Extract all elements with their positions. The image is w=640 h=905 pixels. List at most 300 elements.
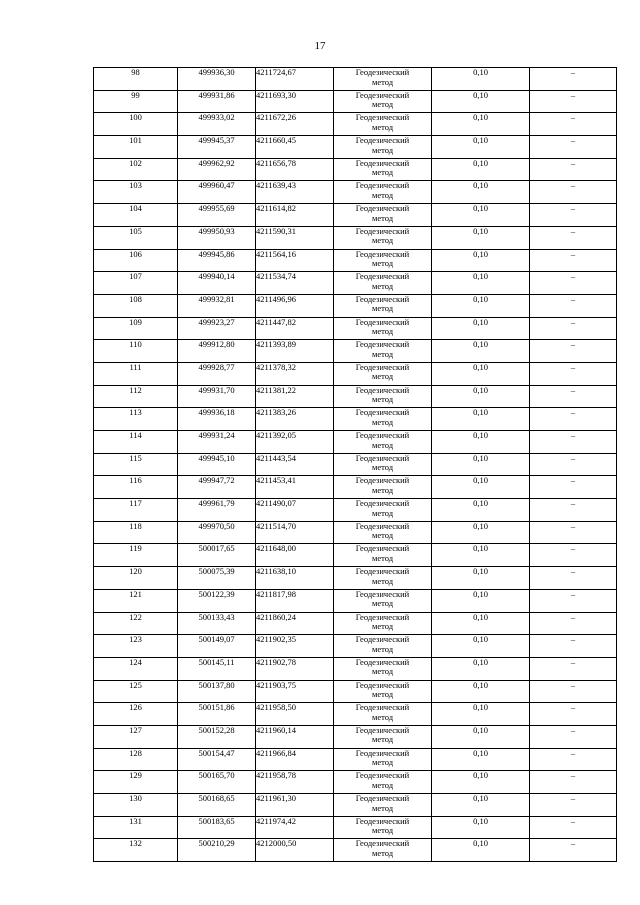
coordinate-x-cell: 499931,24 (178, 431, 256, 454)
note-cell: – (530, 408, 617, 431)
accuracy-cell: 0,10 (432, 272, 530, 295)
point-number-cell: 129 (94, 771, 178, 794)
method-line-2: метод (371, 439, 394, 450)
note-cell: – (530, 90, 617, 113)
table-row (94, 794, 617, 817)
coordinate-x-cell: 499923,27 (178, 317, 256, 340)
note-cell: – (530, 725, 617, 748)
method-cell (334, 725, 432, 748)
note-cell: – (530, 657, 617, 680)
point-number-cell: 113 (94, 408, 178, 431)
method-line-1: Геодезический (355, 294, 410, 304)
accuracy-cell: 0,10 (432, 544, 530, 567)
point-number-cell: 121 (94, 589, 178, 612)
method-line-1: Геодезический (355, 430, 410, 440)
method-line-2: метод (371, 416, 394, 427)
method-line-1: Геодезический (355, 657, 410, 667)
note-cell: – (530, 249, 617, 272)
coordinate-y-cell: 4211443,54 (256, 453, 334, 476)
point-number-cell: 122 (94, 612, 178, 635)
coordinate-x-cell: 500122,39 (178, 589, 256, 612)
accuracy-cell: 0,10 (432, 68, 530, 91)
method-line-2: метод (371, 99, 394, 110)
method-line-1: Геодезический (355, 180, 410, 191)
method-line-2: метод (371, 167, 394, 178)
accuracy-cell: 0,10 (432, 158, 530, 181)
method-line-2: метод (371, 802, 394, 813)
coordinate-x-cell: 500133,43 (178, 612, 256, 635)
point-number-cell: 105 (94, 226, 178, 249)
point-number-cell: 130 (94, 794, 178, 817)
coordinate-x-cell: 499940,14 (178, 272, 256, 295)
method-cell (334, 794, 432, 817)
coordinate-x-cell: 500183,65 (178, 816, 256, 839)
method-cell (334, 362, 432, 385)
table-row (94, 816, 617, 839)
note-cell: – (530, 499, 617, 522)
accuracy-cell: 0,10 (432, 226, 530, 249)
coordinate-x-cell: 500154,47 (178, 748, 256, 771)
coordinate-x-cell: 500075,39 (178, 567, 256, 590)
method-line-1: Геодезический (355, 271, 410, 282)
method-line-2: метод (371, 484, 394, 495)
method-line-2: метод (371, 235, 394, 246)
method-line-1: Геодезический (355, 793, 410, 803)
coordinate-x-cell: 499928,77 (178, 362, 256, 385)
accuracy-cell: 0,10 (432, 408, 530, 431)
method-cell (334, 680, 432, 703)
note-cell: – (530, 816, 617, 839)
table-row (94, 272, 617, 295)
accuracy-cell: 0,10 (432, 816, 530, 839)
note-cell: – (530, 294, 617, 317)
coordinate-y-cell: 4211902,35 (256, 635, 334, 658)
coordinate-y-cell: 4211960,14 (256, 725, 334, 748)
point-number-cell: 110 (94, 340, 178, 363)
coordinate-y-cell: 4211860,24 (256, 612, 334, 635)
coordinate-y-cell: 4211639,43 (256, 181, 334, 204)
accuracy-cell: 0,10 (432, 136, 530, 159)
method-line-1: Геодезический (355, 67, 410, 77)
note-cell: – (530, 635, 617, 658)
method-line-1: Геодезический (355, 702, 410, 713)
method-line-2: метод (371, 212, 394, 223)
coordinate-y-cell: 4211496,96 (256, 294, 334, 317)
coordinate-x-cell: 499936,18 (178, 408, 256, 431)
note-cell: – (530, 771, 617, 794)
table-row (94, 612, 617, 635)
method-line-2: метод (371, 734, 394, 745)
note-cell: – (530, 521, 617, 544)
method-line-2: метод (371, 666, 394, 677)
coordinate-y-cell: 4211902,78 (256, 657, 334, 680)
table-row (94, 839, 617, 862)
coordinate-y-cell: 4211817,98 (256, 589, 334, 612)
coordinate-y-cell: 4212000,50 (256, 839, 334, 862)
point-number-cell: 99 (94, 90, 178, 113)
method-line-1: Геодезический (355, 498, 410, 509)
point-number-cell: 132 (94, 839, 178, 862)
point-number-cell: 111 (94, 362, 178, 385)
accuracy-cell: 0,10 (432, 499, 530, 522)
method-cell (334, 748, 432, 771)
coordinate-y-cell: 4211378,32 (256, 362, 334, 385)
method-line-2: метод (371, 530, 394, 541)
method-line-2: метод (371, 621, 394, 631)
coordinate-x-cell: 499931,70 (178, 385, 256, 408)
method-line-1: Геодезический (355, 407, 410, 418)
point-number-cell: 116 (94, 476, 178, 499)
coordinate-y-cell: 4211961,30 (256, 794, 334, 817)
note-cell: – (530, 794, 617, 817)
method-cell (334, 703, 432, 726)
point-number-cell: 128 (94, 748, 178, 771)
table-row (94, 703, 617, 726)
accuracy-cell: 0,10 (432, 113, 530, 136)
method-line-2: метод (371, 689, 394, 700)
table-row (94, 748, 617, 771)
coordinate-y-cell: 4211672,26 (256, 113, 334, 136)
coordinate-y-cell: 4211660,45 (256, 136, 334, 159)
point-number-cell: 98 (94, 68, 178, 91)
coordinate-y-cell: 4211381,22 (256, 385, 334, 408)
method-line-1: Геодезический (355, 770, 410, 781)
coordinate-x-cell: 500210,29 (178, 839, 256, 862)
method-cell (334, 521, 432, 544)
note-cell: – (530, 317, 617, 340)
coordinate-x-cell: 500151,86 (178, 703, 256, 726)
table-row (94, 453, 617, 476)
coordinate-y-cell: 4211648,00 (256, 544, 334, 567)
coordinate-y-cell: 4211724,67 (256, 68, 334, 91)
coordinate-y-cell: 4211958,78 (256, 771, 334, 794)
method-line-2: метод (371, 847, 394, 858)
method-line-1: Геодезический (355, 135, 410, 146)
accuracy-cell: 0,10 (432, 453, 530, 476)
point-number-cell: 106 (94, 249, 178, 272)
accuracy-cell: 0,10 (432, 635, 530, 658)
coordinate-x-cell: 500168,65 (178, 794, 256, 817)
accuracy-cell: 0,10 (432, 340, 530, 363)
coordinate-x-cell: 500152,28 (178, 725, 256, 748)
method-line-1: Геодезический (355, 475, 410, 486)
method-cell (334, 771, 432, 794)
table-row (94, 521, 617, 544)
method-line-2: метод (371, 76, 394, 87)
method-cell (334, 294, 432, 317)
coordinate-y-cell: 4211693,30 (256, 90, 334, 113)
method-cell (334, 226, 432, 249)
point-number-cell: 117 (94, 499, 178, 522)
method-line-1: Геодезический (355, 90, 410, 100)
coordinate-x-cell: 499936,30 (178, 68, 256, 91)
coordinate-x-cell: 499970,50 (178, 521, 256, 544)
table-row (94, 249, 617, 272)
accuracy-cell: 0,10 (432, 680, 530, 703)
table-row (94, 340, 617, 363)
table-row (94, 771, 617, 794)
method-cell (334, 839, 432, 862)
coordinate-y-cell: 4211393,89 (256, 340, 334, 363)
coordinate-y-cell: 4211392,05 (256, 431, 334, 454)
method-line-1: Геодезический (355, 543, 410, 554)
method-line-1: Геодезический (355, 521, 410, 531)
method-line-2: метод (371, 825, 394, 836)
note-cell: – (530, 272, 617, 295)
note-cell: – (530, 453, 617, 476)
accuracy-cell: 0,10 (432, 612, 530, 635)
accuracy-cell: 0,10 (432, 204, 530, 227)
method-cell (334, 544, 432, 567)
table-row (94, 317, 617, 340)
table-row (94, 362, 617, 385)
point-number-cell: 109 (94, 317, 178, 340)
table-row (94, 725, 617, 748)
note-cell: – (530, 544, 617, 567)
coordinate-y-cell: 4211974,42 (256, 816, 334, 839)
coordinate-x-cell: 499912,80 (178, 340, 256, 363)
table-row (94, 567, 617, 590)
coordinate-y-cell: 4211958,50 (256, 703, 334, 726)
method-cell (334, 113, 432, 136)
method-line-2: метод (371, 258, 394, 268)
note-cell: – (530, 748, 617, 771)
coordinate-y-cell: 4211656,78 (256, 158, 334, 181)
accuracy-cell: 0,10 (432, 794, 530, 817)
coordinate-x-cell: 499945,86 (178, 249, 256, 272)
table-row (94, 431, 617, 454)
accuracy-cell: 0,10 (432, 521, 530, 544)
method-cell (334, 158, 432, 181)
note-cell: – (530, 589, 617, 612)
accuracy-cell: 0,10 (432, 431, 530, 454)
note-cell: – (530, 181, 617, 204)
point-number-cell: 131 (94, 816, 178, 839)
coordinate-x-cell: 499962,92 (178, 158, 256, 181)
method-line-2: метод (371, 575, 394, 586)
coordinate-y-cell: 4211590,31 (256, 226, 334, 249)
coordinate-y-cell: 4211903,75 (256, 680, 334, 703)
coordinate-y-cell: 4211447,82 (256, 317, 334, 340)
coordinate-x-cell: 499960,47 (178, 181, 256, 204)
method-cell (334, 499, 432, 522)
note-cell: – (530, 567, 617, 590)
point-number-cell: 107 (94, 272, 178, 295)
coordinate-x-cell: 499955,69 (178, 204, 256, 227)
point-number-cell: 125 (94, 680, 178, 703)
accuracy-cell: 0,10 (432, 249, 530, 272)
coordinate-y-cell: 4211614,82 (256, 204, 334, 227)
coordinates-table (93, 67, 617, 862)
method-line-1: Геодезический (355, 566, 410, 577)
coordinate-x-cell: 499961,79 (178, 499, 256, 522)
coordinate-x-cell: 500017,65 (178, 544, 256, 567)
note-cell: – (530, 612, 617, 635)
coordinate-x-cell: 499945,10 (178, 453, 256, 476)
accuracy-cell: 0,10 (432, 589, 530, 612)
accuracy-cell: 0,10 (432, 385, 530, 408)
point-number-cell: 112 (94, 385, 178, 408)
accuracy-cell: 0,10 (432, 362, 530, 385)
accuracy-cell: 0,10 (432, 703, 530, 726)
note-cell: – (530, 136, 617, 159)
coordinate-x-cell: 499947,72 (178, 476, 256, 499)
method-line-2: метод (371, 280, 394, 291)
note-cell: – (530, 68, 617, 91)
method-cell (334, 408, 432, 431)
method-cell (334, 272, 432, 295)
table-row (94, 158, 617, 181)
accuracy-cell: 0,10 (432, 748, 530, 771)
coordinate-x-cell: 499932,81 (178, 294, 256, 317)
point-number-cell: 124 (94, 657, 178, 680)
method-line-1: Геодезический (355, 317, 410, 327)
page-number: 17 (314, 40, 326, 52)
method-line-2: метод (371, 144, 394, 155)
method-cell (334, 567, 432, 590)
point-number-cell: 120 (94, 567, 178, 590)
coordinate-y-cell: 4211383,26 (256, 408, 334, 431)
method-cell (334, 431, 432, 454)
method-cell (334, 589, 432, 612)
method-line-2: метод (371, 303, 394, 314)
method-line-2: метод (371, 643, 394, 654)
point-number-cell: 114 (94, 431, 178, 454)
method-cell (334, 90, 432, 113)
method-line-2: метод (371, 779, 394, 790)
coordinate-y-cell: 4211514,70 (256, 521, 334, 544)
method-line-1: Геодезический (355, 748, 410, 758)
table-row (94, 476, 617, 499)
method-line-1: Геодезический (355, 612, 410, 622)
accuracy-cell: 0,10 (432, 725, 530, 748)
note-cell: – (530, 158, 617, 181)
coordinate-x-cell: 500145,11 (178, 657, 256, 680)
coordinate-x-cell: 499945,37 (178, 136, 256, 159)
method-line-2: метод (371, 507, 394, 518)
coordinate-x-cell: 500165,70 (178, 771, 256, 794)
note-cell: – (530, 680, 617, 703)
accuracy-cell: 0,10 (432, 181, 530, 204)
method-line-1: Геодезический (355, 634, 410, 645)
note-cell: – (530, 226, 617, 249)
table-row (94, 408, 617, 431)
point-number-cell: 102 (94, 158, 178, 181)
accuracy-cell: 0,10 (432, 476, 530, 499)
coordinate-x-cell: 500137,80 (178, 680, 256, 703)
table-row (94, 113, 617, 136)
table-row (94, 385, 617, 408)
accuracy-cell: 0,10 (432, 567, 530, 590)
method-line-1: Геодезический (355, 362, 410, 372)
method-line-1: Геодезический (355, 112, 410, 123)
method-cell (334, 816, 432, 839)
method-line-1: Геодезический (355, 385, 410, 395)
point-number-cell: 104 (94, 204, 178, 227)
accuracy-cell: 0,10 (432, 294, 530, 317)
accuracy-cell: 0,10 (432, 657, 530, 680)
accuracy-cell: 0,10 (432, 839, 530, 862)
note-cell: – (530, 340, 617, 363)
accuracy-cell: 0,10 (432, 317, 530, 340)
method-line-1: Геодезический (355, 816, 410, 826)
coordinate-x-cell: 499931,86 (178, 90, 256, 113)
note-cell: – (530, 703, 617, 726)
table-row (94, 499, 617, 522)
coordinate-y-cell: 4211638,10 (256, 567, 334, 590)
method-line-1: Геодезический (355, 339, 410, 350)
method-line-1: Геодезический (355, 158, 410, 168)
point-number-cell: 123 (94, 635, 178, 658)
point-number-cell: 118 (94, 521, 178, 544)
method-cell (334, 181, 432, 204)
note-cell: – (530, 385, 617, 408)
method-cell (334, 136, 432, 159)
method-line-1: Геодезический (355, 453, 410, 463)
note-cell: – (530, 476, 617, 499)
method-cell (334, 612, 432, 635)
accuracy-cell: 0,10 (432, 771, 530, 794)
method-line-2: метод (371, 348, 394, 359)
method-line-2: метод (371, 711, 394, 722)
table-row (94, 181, 617, 204)
coordinate-x-cell: 499933,02 (178, 113, 256, 136)
coordinate-y-cell: 4211534,74 (256, 272, 334, 295)
coordinate-y-cell: 4211490,07 (256, 499, 334, 522)
method-line-2: метод (371, 189, 394, 200)
coordinate-x-cell: 499950,93 (178, 226, 256, 249)
method-line-2: метод (371, 552, 394, 563)
table-row (94, 90, 617, 113)
method-line-2: метод (371, 598, 394, 609)
point-number-cell: 100 (94, 113, 178, 136)
method-cell (334, 476, 432, 499)
point-number-cell: 108 (94, 294, 178, 317)
coordinate-y-cell: 4211564,16 (256, 249, 334, 272)
accuracy-cell: 0,10 (432, 90, 530, 113)
method-cell (334, 453, 432, 476)
method-line-1: Геодезический (355, 725, 410, 735)
coordinates-table-body (94, 68, 617, 862)
method-line-1: Геодезический (355, 680, 410, 690)
table-row (94, 680, 617, 703)
method-line-2: метод (371, 121, 394, 132)
method-line-1: Геодезический (355, 203, 410, 214)
table-row (94, 68, 617, 91)
note-cell: – (530, 839, 617, 862)
table-row (94, 589, 617, 612)
table-row (94, 544, 617, 567)
method-line-2: метод (371, 371, 394, 382)
method-line-1: Геодезический (355, 249, 410, 259)
note-cell: – (530, 431, 617, 454)
table-row (94, 294, 617, 317)
method-line-2: метод (371, 394, 394, 405)
method-line-2: метод (371, 757, 394, 768)
method-cell (334, 635, 432, 658)
table-row (94, 657, 617, 680)
coordinate-x-cell: 500149,07 (178, 635, 256, 658)
note-cell: – (530, 204, 617, 227)
method-line-2: метод (371, 326, 394, 337)
table-row (94, 226, 617, 249)
point-number-cell: 119 (94, 544, 178, 567)
note-cell: – (530, 362, 617, 385)
method-line-1: Геодезический (355, 838, 410, 849)
coordinate-y-cell: 4211966,84 (256, 748, 334, 771)
table-row (94, 136, 617, 159)
method-line-1: Геодезический (355, 226, 410, 236)
